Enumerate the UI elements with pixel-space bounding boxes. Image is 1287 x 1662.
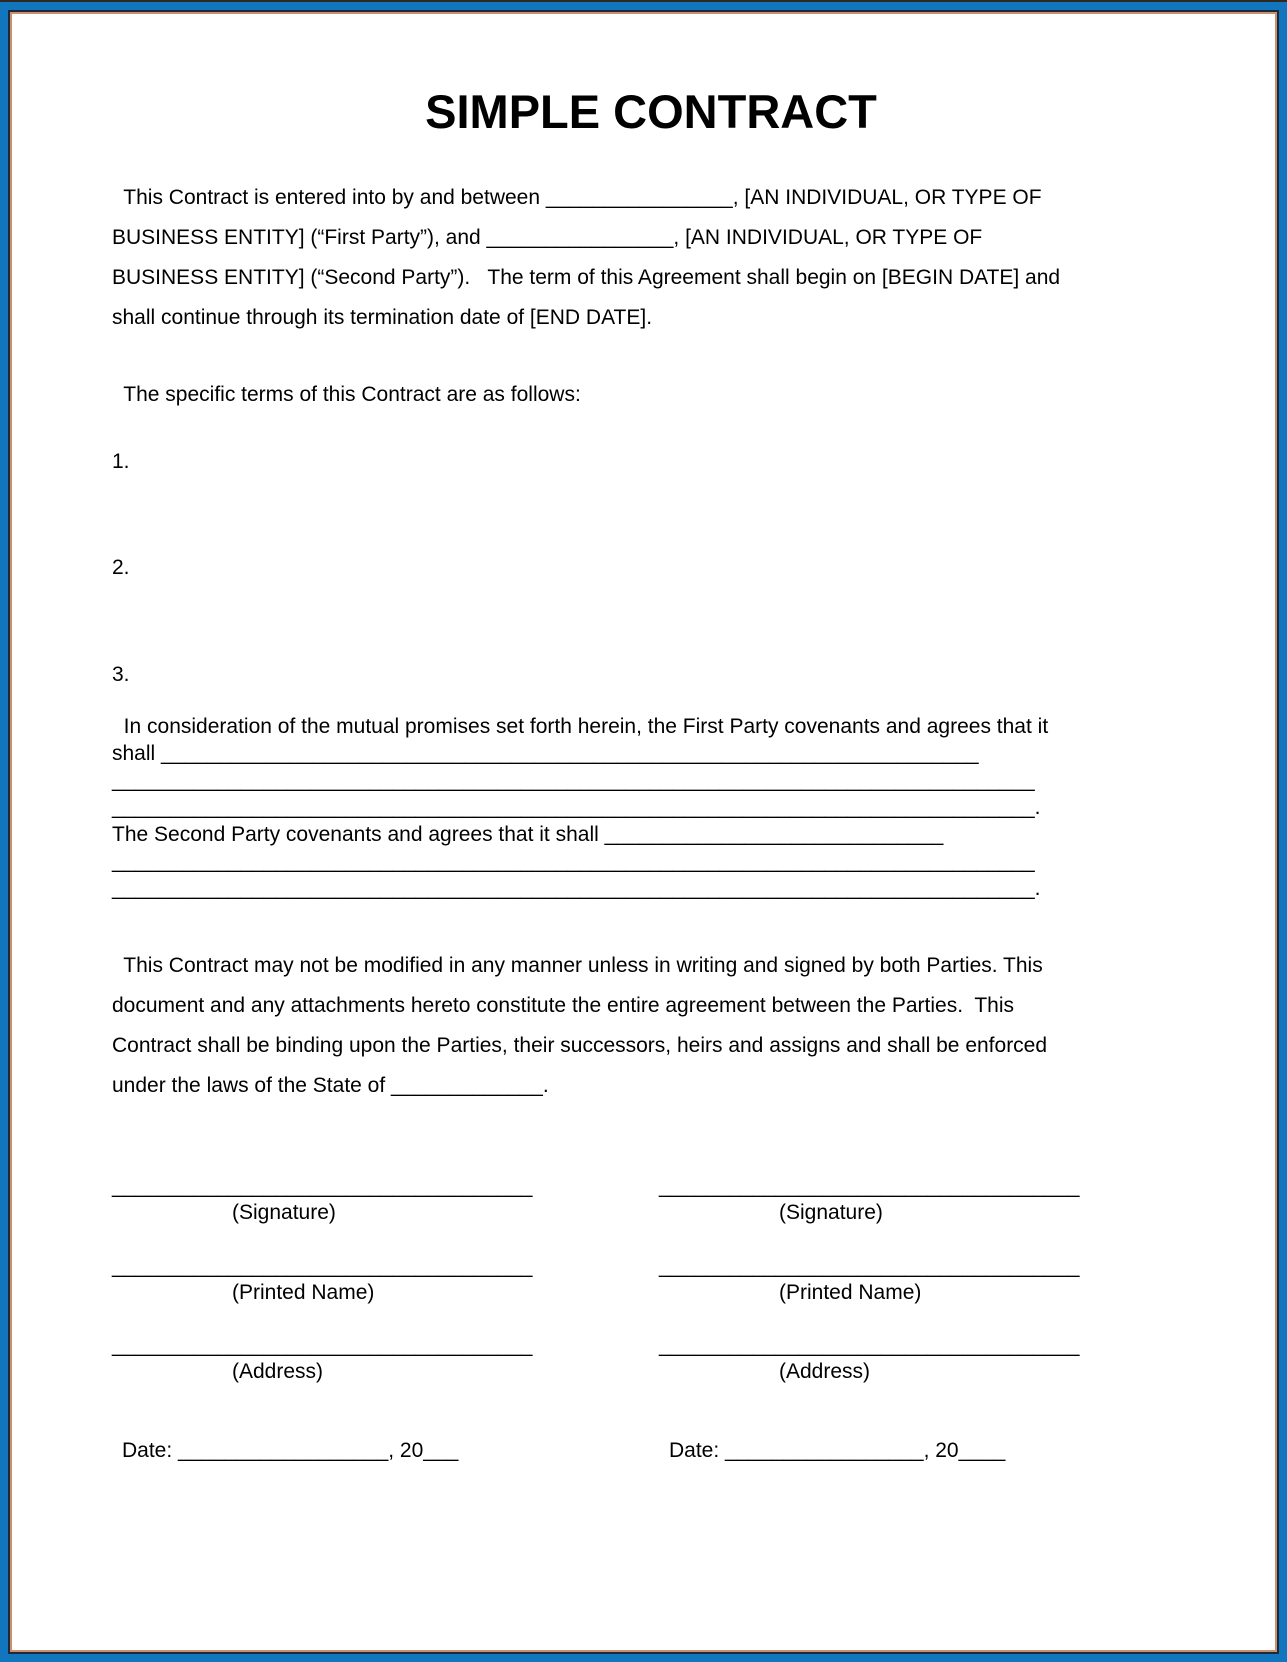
closing-line-4-state-blank: under the laws of the State of _____________.	[112, 1074, 549, 1097]
printed-name-label: (Printed Name)	[779, 1281, 922, 1304]
intro-paragraph	[112, 178, 1275, 338]
address-label: (Address)	[779, 1360, 871, 1383]
closing-line-2: document and any attachments hereto constitute the entire agreement between the Parties. This	[112, 994, 1014, 1017]
intro-line-1: This Contract is entered into by and between ________________, [AN INDIVIDUAL, OR TYPE OF	[112, 186, 1042, 209]
consideration-paragraph	[112, 713, 1275, 902]
second-party-covenant-line: The Second Party covenants and agrees that it shall _____________________________	[112, 823, 944, 846]
intro-line-3: BUSINESS ENTITY] (“Second Party”). The term of this Agreement shall begin on [BEGIN DATE] and	[112, 266, 1061, 289]
closing-line-3: Contract shall be binding upon the Parties, their successors, heirs and assigns and shall be enforced	[112, 1034, 1048, 1057]
date-line: Date: __________________, 20___	[122, 1439, 459, 1462]
terms-heading: The specific terms of this Contract are as follows:	[112, 383, 581, 406]
address-line: ____________________________________	[659, 1334, 1080, 1357]
second-party-covenant-blank-line-2: _______________________________________________________________________________.	[112, 877, 1041, 900]
contract-page	[12, 14, 1275, 1650]
first-party-covenant-blank-line-3: _______________________________________________________________________________.	[112, 796, 1041, 819]
intro-line-4: shall continue through its termination date of [END DATE].	[112, 306, 653, 329]
first-party-signature-column	[112, 1174, 542, 1464]
page-border-tan-rule	[10, 12, 1277, 1652]
address-label: (Address)	[232, 1360, 324, 1383]
first-party-covenant-blank-line-2: _______________________________________________________________________________	[112, 769, 1035, 792]
intro-line-2: BUSINESS ENTITY] (“First Party”), and ________________, [AN INDIVIDUAL, OR TYPE OF	[112, 226, 983, 249]
address-line: ____________________________________	[112, 1334, 533, 1357]
printed-name-line: ____________________________________	[659, 1255, 1080, 1278]
signature-line: ____________________________________	[659, 1175, 1080, 1198]
printed-name-line: ____________________________________	[112, 1255, 533, 1278]
page-border-dark-rule	[8, 10, 1279, 1654]
closing-paragraph	[112, 946, 1275, 1106]
term-item-3: 3.	[112, 663, 130, 686]
signature-section	[112, 1174, 1275, 1464]
date-line: Date: _________________, 20____	[669, 1439, 1006, 1462]
printed-name-label: (Printed Name)	[232, 1281, 375, 1304]
signature-label: (Signature)	[779, 1201, 883, 1224]
term-item-2: 2.	[112, 556, 130, 579]
signature-label: (Signature)	[232, 1201, 336, 1224]
closing-line-1: This Contract may not be modified in any manner unless in writing and signed by both Parties. This	[112, 954, 1043, 977]
first-party-covenant-blank-line: shall ______________________________________________________________________	[112, 742, 979, 765]
page-title: SIMPLE CONTRACT	[425, 85, 877, 138]
term-item-1: 1.	[112, 450, 130, 473]
second-party-covenant-blank-line: _______________________________________________________________________________	[112, 850, 1035, 873]
consideration-line-1: In consideration of the mutual promises set forth herein, the First Party covenants and agrees that it	[112, 715, 1049, 738]
signature-line: ____________________________________	[112, 1175, 533, 1198]
second-party-signature-column	[659, 1174, 1089, 1464]
